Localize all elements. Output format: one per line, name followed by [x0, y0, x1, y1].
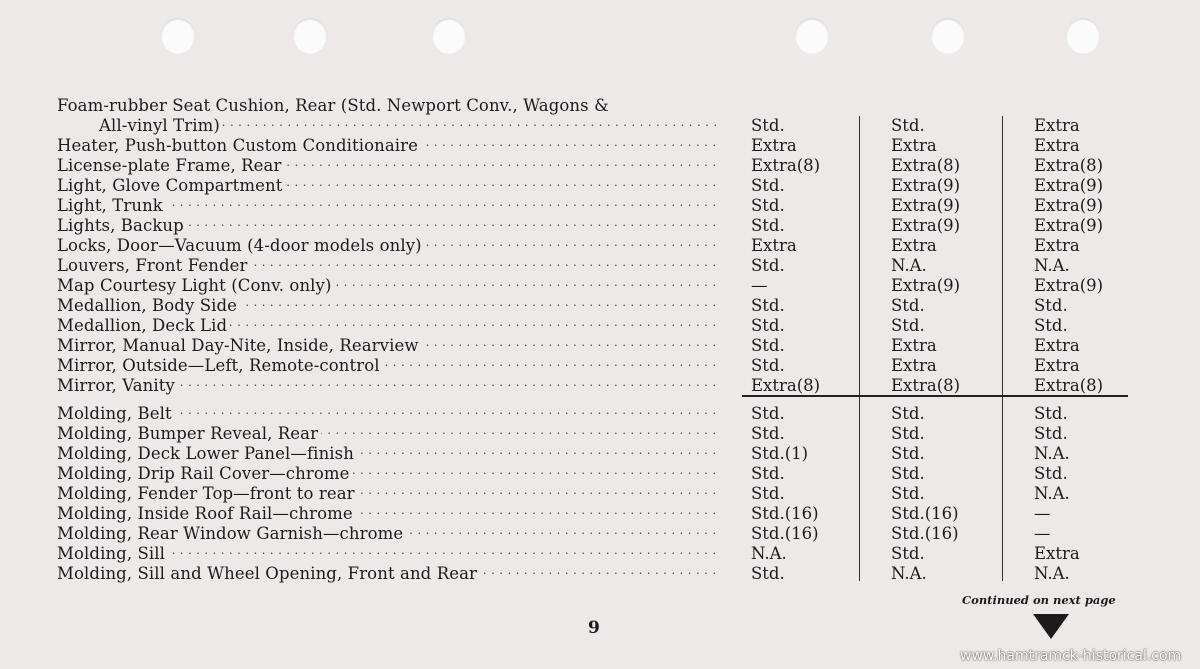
option-label-text: Molding, Inside Roof Rail—chrome — [57, 504, 356, 523]
option-label-text: Medallion, Body Side — [57, 296, 240, 315]
table-row — [0, 156, 1200, 176]
availability-cell: Extra — [1034, 356, 1080, 375]
availability-cell: Std. — [891, 316, 925, 335]
availability-cell: Std. — [891, 484, 925, 503]
availability-cell: Extra(9) — [1034, 176, 1104, 195]
availability-cell: Extra(9) — [891, 276, 961, 295]
option-label-text: Molding, Drip Rail Cover—chrome — [57, 464, 353, 483]
option-label — [57, 504, 717, 524]
option-label-text: Molding, Bumper Reveal, Rear — [57, 424, 321, 443]
availability-cell: Extra — [891, 236, 937, 255]
availability-cell: N.A. — [891, 564, 927, 583]
option-label — [57, 256, 717, 276]
option-label — [57, 424, 717, 444]
option-label — [57, 216, 717, 236]
option-label — [57, 564, 717, 584]
availability-cell: Extra(9) — [891, 216, 961, 235]
option-label-text: Molding, Deck Lower Panel—finish — [57, 444, 357, 463]
table-row — [0, 116, 1200, 136]
availability-cell: Extra(9) — [891, 196, 961, 215]
availability-cell: Std. — [751, 296, 785, 315]
availability-cell: Std.(16) — [891, 504, 959, 523]
option-label — [57, 136, 717, 156]
option-label-text: Light, Glove Compartment — [57, 176, 285, 195]
section-divider — [742, 395, 1128, 397]
option-label-text: Molding, Belt — [57, 404, 175, 423]
option-label-text: Mirror, Vanity — [57, 376, 178, 395]
option-label — [57, 524, 717, 544]
availability-cell: N.A. — [1034, 484, 1070, 503]
availability-cell: Std. — [1034, 316, 1068, 335]
availability-cell: Std. — [751, 336, 785, 355]
availability-cell: Std. — [751, 176, 785, 195]
availability-cell: Extra — [1034, 544, 1080, 563]
table-row — [0, 236, 1200, 256]
continued-note: Continued on next page — [962, 593, 1116, 607]
availability-cell: Std. — [1034, 404, 1068, 423]
availability-cell: Extra — [1034, 136, 1080, 155]
availability-cell: Std. — [751, 564, 785, 583]
availability-cell: Std. — [751, 256, 785, 275]
option-label — [57, 156, 717, 176]
table-row — [0, 356, 1200, 376]
table-row — [0, 296, 1200, 316]
option-label — [57, 336, 717, 356]
table-row — [0, 524, 1200, 544]
availability-cell: Extra(8) — [751, 156, 821, 175]
table-row — [0, 336, 1200, 356]
availability-cell: Std.(1) — [751, 444, 809, 463]
availability-cell: Extra — [751, 136, 797, 155]
option-label-text: Lights, Backup — [57, 216, 187, 235]
table-row — [0, 484, 1200, 504]
option-label — [57, 484, 717, 504]
availability-cell: Std.(16) — [891, 524, 959, 543]
option-label — [57, 196, 717, 216]
table-row — [0, 404, 1200, 424]
table-row — [0, 444, 1200, 464]
table-row — [0, 564, 1200, 584]
availability-cell: Extra(9) — [1034, 216, 1104, 235]
option-label-text: License-plate Frame, Rear — [57, 156, 284, 175]
option-label — [57, 236, 717, 256]
availability-cell: Extra(9) — [1034, 196, 1104, 215]
option-label — [57, 316, 717, 336]
availability-cell: — — [1034, 504, 1051, 523]
option-label — [57, 276, 717, 296]
table-row — [0, 196, 1200, 216]
availability-cell: Extra(8) — [751, 376, 821, 395]
option-label — [57, 356, 717, 376]
availability-cell: Std. — [891, 544, 925, 563]
availability-cell: Std. — [751, 464, 785, 483]
availability-cell: Extra — [751, 236, 797, 255]
table-row — [0, 504, 1200, 524]
availability-cell: Extra — [891, 356, 937, 375]
availability-cell: Extra(9) — [1034, 276, 1104, 295]
option-label-text: Foam-rubber Seat Cushion, Rear (Std. Newport Conv., Wagons & — [57, 96, 612, 115]
column-divider — [859, 116, 860, 581]
availability-cell: Std. — [751, 356, 785, 375]
watermark: www.hamtramck-historical.com — [960, 648, 1182, 664]
option-label-text: Molding, Sill and Wheel Opening, Front and Rear — [57, 564, 480, 583]
availability-cell: — — [1034, 524, 1051, 543]
availability-cell: N.A. — [751, 544, 787, 563]
option-label-text: Molding, Fender Top—front to rear — [57, 484, 358, 503]
availability-cell: Extra(8) — [1034, 376, 1104, 395]
availability-cell: Std. — [1034, 296, 1068, 315]
option-label-text: All-vinyl Trim) — [99, 116, 223, 135]
availability-cell: Extra — [1034, 236, 1080, 255]
table-row — [0, 424, 1200, 444]
option-label-text: Molding, Sill — [57, 544, 168, 563]
option-label — [57, 176, 717, 196]
page-number: 9 — [588, 618, 600, 638]
availability-cell: Std. — [751, 316, 785, 335]
availability-cell: Std.(16) — [751, 504, 819, 523]
availability-cell: Std. — [751, 116, 785, 135]
availability-cell: Extra(8) — [1034, 156, 1104, 175]
availability-cell: N.A. — [891, 256, 927, 275]
availability-cell: Std. — [891, 444, 925, 463]
option-label-text: Medallion, Deck Lid — [57, 316, 230, 335]
availability-cell: Extra(8) — [891, 156, 961, 175]
availability-cell: N.A. — [1034, 564, 1070, 583]
table-row — [0, 544, 1200, 564]
availability-cell: Std. — [751, 404, 785, 423]
availability-cell: N.A. — [1034, 444, 1070, 463]
availability-cell: Std. — [891, 404, 925, 423]
option-label-text: Light, Trunk — [57, 196, 166, 215]
availability-cell: Std. — [1034, 424, 1068, 443]
availability-cell: Std. — [891, 464, 925, 483]
availability-cell: Extra(8) — [891, 376, 961, 395]
option-label — [57, 444, 717, 464]
option-label-text: Molding, Rear Window Garnish—chrome — [57, 524, 406, 543]
availability-cell: Std. — [1034, 464, 1068, 483]
table-row — [0, 136, 1200, 156]
table-row — [0, 96, 1200, 116]
option-label — [99, 116, 717, 136]
availability-cell: Extra — [1034, 336, 1080, 355]
table-row — [0, 176, 1200, 196]
availability-cell: Std. — [751, 484, 785, 503]
availability-cell: Std. — [891, 116, 925, 135]
availability-cell: Std. — [891, 424, 925, 443]
option-label-text: Heater, Push-button Custom Conditionaire — [57, 136, 421, 155]
option-label-text: Mirror, Manual Day-Nite, Inside, Rearview — [57, 336, 422, 355]
availability-cell: Extra — [891, 336, 937, 355]
table-row — [0, 276, 1200, 296]
option-label — [57, 404, 717, 424]
option-label-text: Louvers, Front Fender — [57, 256, 250, 275]
table-row — [0, 376, 1200, 396]
option-label-text: Map Courtesy Light (Conv. only) — [57, 276, 335, 295]
table-row — [0, 464, 1200, 484]
availability-cell: Extra — [1034, 116, 1080, 135]
availability-cell: N.A. — [1034, 256, 1070, 275]
option-label — [57, 464, 717, 484]
option-label — [57, 376, 717, 396]
table-row — [0, 216, 1200, 236]
option-label — [57, 296, 717, 316]
option-label-text: Locks, Door—Vacuum (4-door models only) — [57, 236, 425, 255]
option-label — [57, 544, 717, 564]
table-row — [0, 316, 1200, 336]
continue-arrow-icon — [1033, 614, 1069, 639]
availability-cell: Std. — [751, 196, 785, 215]
availability-cell: Extra(9) — [891, 176, 961, 195]
option-label — [57, 96, 717, 116]
availability-cell: Std. — [891, 296, 925, 315]
availability-cell: Extra — [891, 136, 937, 155]
availability-cell: — — [751, 276, 768, 295]
option-label-text: Mirror, Outside—Left, Remote-control — [57, 356, 383, 375]
table-row — [0, 256, 1200, 276]
availability-cell: Std.(16) — [751, 524, 819, 543]
availability-cell: Std. — [751, 424, 785, 443]
availability-cell: Std. — [751, 216, 785, 235]
column-divider — [1002, 116, 1003, 581]
